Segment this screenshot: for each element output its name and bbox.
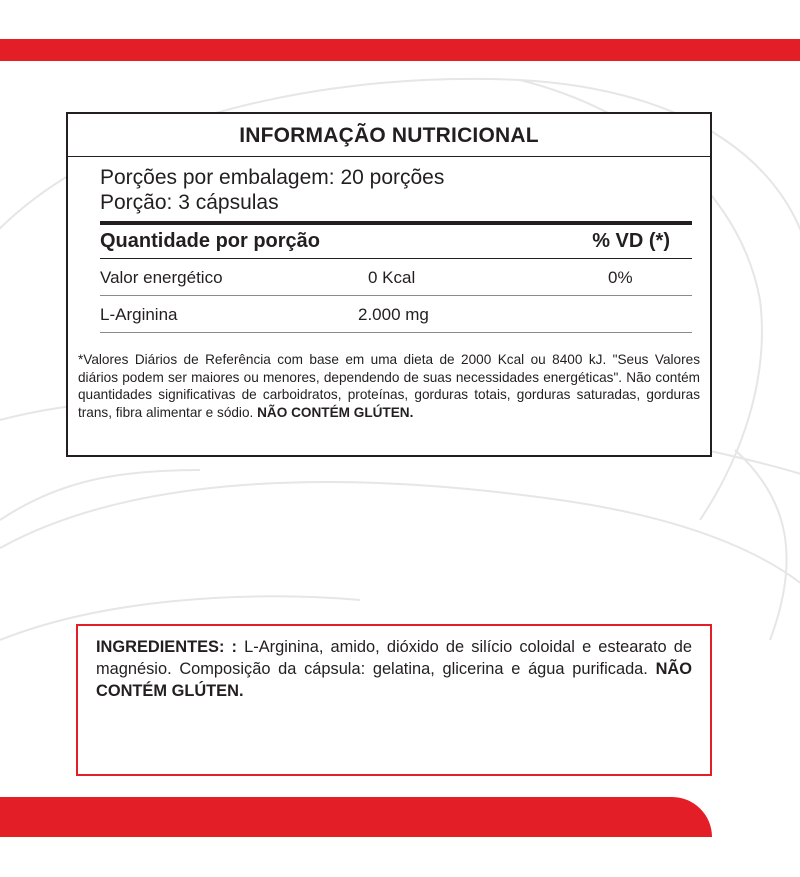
servings-info <box>100 157 692 221</box>
table-row <box>100 259 692 296</box>
row-name: L-Arginina <box>100 305 178 324</box>
header-daily-value: % VD (*) <box>592 230 670 252</box>
nutrition-title: INFORMAÇÃO NUTRICIONAL <box>68 114 710 157</box>
nutrition-header-row <box>100 225 692 259</box>
footnote-gluten-warning: NÃO CONTÉM GLÚTEN. <box>257 404 414 420</box>
nutrition-footnote <box>68 333 710 421</box>
ingredients-box <box>76 624 712 776</box>
top-red-band <box>0 39 800 61</box>
row-value: 2.000 mg <box>358 305 429 324</box>
ingredients-label: INGREDIENTES: : <box>96 638 237 656</box>
header-amount: Quantidade por porção <box>100 230 321 252</box>
bottom-red-band <box>0 797 712 837</box>
row-daily-value: 0% <box>608 268 633 287</box>
row-value: 0 Kcal <box>368 268 416 287</box>
ingredients-gluten-warning: NÃO CONTÉM GLÚTEN. <box>96 660 692 700</box>
footnote-text: *Valores Diários de Referência com base em uma dieta de 2000 Kcal ou 8400 kJ. "Seus Valores diários podem ser maiores ou menores, dependendo de suas necessidades energéticas". Não contém quantidades significativas de carboidratos, proteínas, gorduras totais, gorduras saturadas, gorduras trans, fibra alimentar e sódio. <box>78 352 700 420</box>
servings-per-package: Porções por embalagem: 20 porções <box>100 166 445 189</box>
serving-size: Porção: 3 cápsulas <box>100 191 279 214</box>
ingredients-text: L-Arginina, amido, dióxido de silício coloidal e estearato de magnésio. Composição da cápsula: gelatina, glicerina e água purificada. <box>96 638 693 678</box>
nutrition-body <box>68 157 710 333</box>
table-row <box>100 296 692 333</box>
nutrition-facts-table <box>66 112 712 457</box>
row-name: Valor energético <box>100 268 223 287</box>
